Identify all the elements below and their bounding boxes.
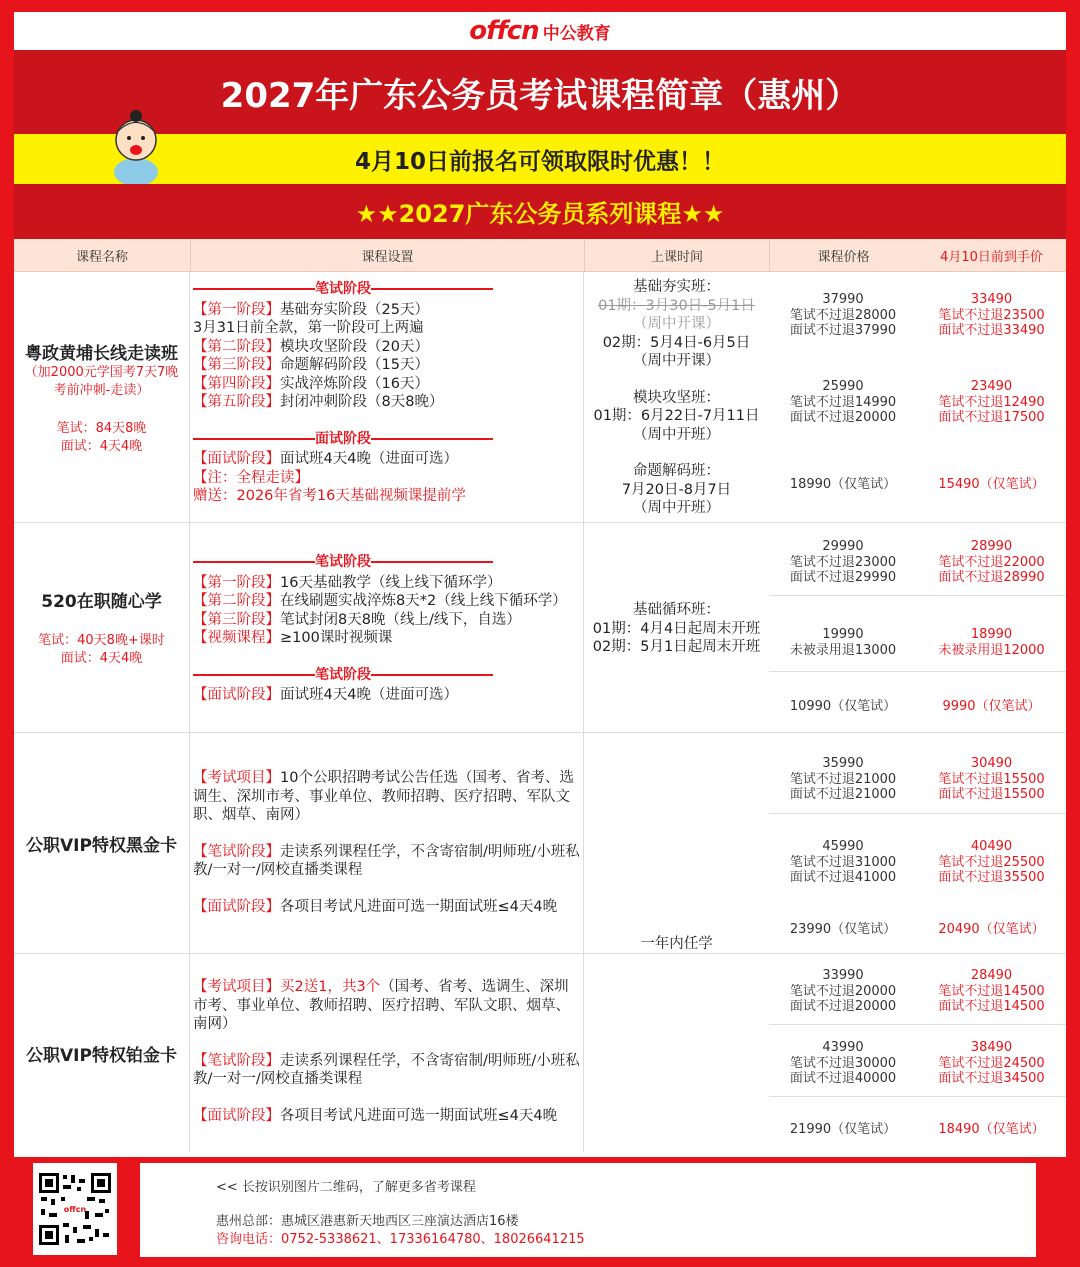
course-name: 公职VIP特权铂金卡: [26, 1045, 177, 1066]
course-setting-cell: [190, 733, 584, 953]
price-group: 33990 笔试不过退20000 面试不过退20000 28490 笔试不过退14500 面试不过退14500: [789, 968, 1045, 1014]
setting-line: 【第一阶段】基础夯实阶段（25天）: [193, 301, 429, 318]
poster-frame: [14, 12, 1066, 1157]
time-line: （周中开班）: [633, 500, 720, 516]
time-line: 基础夯实班：: [633, 279, 720, 295]
setting-line: 【考试项目】买2送1，共3个（国考、省考、选调生、深圳市考、事业单位、教师招聘、医疗招聘、军队文职、烟草、南网）: [193, 979, 570, 1032]
time-line: 01期：3月30日-5月1日: [598, 297, 755, 314]
promo-banner: [14, 134, 1066, 184]
series-title: ★★2027广东公务员系列课程★★: [14, 184, 1066, 239]
price-divider: [769, 595, 1066, 596]
setting-line: 【面试阶段】面试班4天4晚（进面可选）: [193, 687, 458, 703]
price-group: 43990 笔试不过退30000 面试不过退40000 38490 笔试不过退24500 面试不过退34500: [789, 1040, 1045, 1086]
time-line: 基础循环班：: [633, 602, 720, 618]
price-group: 21990（仅笔试） 18490（仅笔试）: [789, 1122, 1045, 1137]
header-course-setting: 课程设置: [190, 239, 584, 271]
time-line: 01期：4月4日起周末开班: [592, 620, 761, 637]
course-name-cell: [14, 523, 190, 732]
table-row: [14, 954, 1066, 1152]
course-hours: 笔试：40天8晚+课时: [38, 633, 165, 648]
price-group: 35990 笔试不过退21000 面试不过退21000 30490 笔试不过退15500 面试不过退15500: [789, 756, 1045, 802]
table-row: [14, 733, 1066, 954]
stage-divider: 面试阶段: [193, 430, 493, 449]
svg-text:offcn: offcn: [63, 1205, 87, 1214]
qr-code-icon: [37, 1171, 113, 1247]
price-divider: [769, 813, 1066, 814]
logo-cn-text: 中公教育: [542, 23, 611, 44]
price-divider: [769, 671, 1066, 672]
course-setting-cell: [190, 523, 584, 732]
phone[interactable]: 咨询电话：0752-5338621、17336164780、18026641215: [216, 1232, 585, 1247]
price-group: 19990 未被录用退13000 18990 未被录用退12000: [789, 627, 1045, 658]
course-name: 粤政黄埔长线走读班: [25, 343, 178, 364]
setting-line: 【第五阶段】封闭冲刺阶段（8天8晚）: [193, 394, 444, 410]
address: 惠州总部：惠城区港惠新天地西区三座演达酒店16楼: [216, 1214, 519, 1229]
time-line: （周中开课）: [633, 316, 720, 332]
time-line: （周中开班）: [633, 426, 720, 443]
course-name-cell: [14, 272, 190, 522]
setting-line: 【视频课程】≥100课时视频课: [193, 630, 393, 646]
time-line: 命题解码班：: [633, 463, 720, 479]
mascot-icon: [96, 104, 176, 184]
price-divider: [769, 1096, 1066, 1097]
table-row: [14, 272, 1066, 523]
setting-line: 【考试项目】10个公职招聘考试公告任选（国考、省考、选调生、深圳市考、事业单位、教师招聘、医疗招聘、军队文职、烟草、南网）: [193, 770, 574, 823]
qr-code[interactable]: [33, 1163, 117, 1255]
stage-divider: 笔试阶段: [193, 666, 493, 685]
setting-line: 【第一阶段】16天基础教学（线上线下循环学）: [193, 574, 502, 591]
footer-info: [140, 1163, 1036, 1257]
course-hours: 面试：4天4晚: [60, 438, 143, 454]
time-line: 7月20日-8月7日: [621, 481, 732, 498]
time-line: （周中开课）: [633, 353, 720, 369]
time-line: 01期：6月22日-7月11日: [593, 408, 760, 424]
course-name: 520在职随心学: [41, 592, 162, 612]
setting-line: 3月31日前全款，第一阶段可上两遍: [193, 320, 424, 336]
page-title: 2027年广东公务员考试课程简章（惠州）: [14, 50, 1066, 134]
course-name-cell: [14, 954, 190, 1152]
price-divider: [769, 1024, 1066, 1025]
table-header: [14, 239, 1066, 272]
price-group: 45990 笔试不过退31000 面试不过退41000 40490 笔试不过退25500 面试不过退35500: [789, 839, 1045, 885]
setting-line: 【注：全程走读】: [193, 469, 309, 486]
time-line: 模块攻坚班：: [633, 389, 720, 406]
setting-line: 【面试阶段】面试班4天4晚（进面可选）: [193, 451, 458, 467]
price-group: 23990（仅笔试） 20490（仅笔试）: [789, 922, 1045, 937]
price-group: 10990（仅笔试） 9990（仅笔试）: [789, 699, 1041, 714]
header-price: 课程价格: [769, 239, 917, 271]
qr-hint: << 长按识别图片二维码，了解更多省考课程: [216, 1180, 476, 1195]
header-class-time: 上课时间: [584, 239, 769, 271]
course-name: 公职VIP特权黑金卡: [26, 835, 177, 856]
price-group: 25990 笔试不过退14990 面试不过退20000 23490 笔试不过退12490 面试不过退17500: [789, 379, 1045, 425]
price-group: 29990 笔试不过退23000 面试不过退29990 28990 笔试不过退22000 面试不过退28990: [789, 539, 1045, 585]
price-group: 37990 笔试不过退28000 面试不过退37990 33490 笔试不过退23500 面试不过退33490: [789, 292, 1045, 338]
setting-line: 【第二阶段】在线刷题实战淬炼8天*2（线上线下循环学）: [193, 593, 567, 609]
setting-line: 【面试阶段】各项目考试凡进面可选一期面试班≤4天4晚: [193, 1107, 558, 1124]
setting-line: 【第二阶段】模块攻坚阶段（20天）: [193, 338, 429, 355]
time-line: 02期：5月1日起周末开班: [592, 639, 761, 655]
course-table: [14, 239, 1066, 1137]
setting-line: 【第四阶段】实战淬炼阶段（16天）: [193, 375, 429, 392]
table-row: [14, 523, 1066, 733]
offcn-logo: offcn: [469, 16, 539, 46]
course-setting-cell: [190, 272, 584, 522]
promo-text: 4月10日前报名可领取限时优惠！！: [354, 148, 725, 175]
vip-time-cell: 一年内任学: [640, 936, 713, 952]
course-hours: 笔试：84天8晚: [56, 420, 147, 436]
header-discount-price: 4月10日前到手价: [940, 249, 1043, 265]
setting-line: 【第三阶段】命题解码阶段（15天）: [193, 357, 429, 373]
header-course-name: 课程名称: [75, 249, 128, 265]
setting-line: 【笔试阶段】走读系列课程任学，不含寄宿制/明师班/小班私教/一对一/网校直播类课程: [193, 1052, 580, 1087]
setting-line: 【第三阶段】笔试封闭8天8晚（线上/线下，自选）: [193, 611, 521, 628]
course-hours: 面试：4天4晚: [60, 651, 143, 666]
stage-divider: 笔试阶段: [193, 280, 493, 299]
setting-line: 赠送：2026年省考16天基础视频课提前学: [193, 488, 466, 504]
stage-divider: 笔试阶段: [193, 553, 493, 572]
course-name-cell: [14, 733, 190, 953]
setting-line: 【笔试阶段】走读系列课程任学，不含寄宿制/明师班/小班私教/一对一/网校直播类课程: [193, 843, 580, 878]
logo-bar: [14, 12, 1066, 50]
price-group: 18990（仅笔试） 15490（仅笔试）: [789, 477, 1045, 492]
course-note: （加2000元学国考7天7晚: [24, 364, 179, 380]
class-time-cell: [584, 523, 769, 732]
course-note: 考前冲刺-走读）: [53, 382, 150, 398]
class-time-cell: [584, 272, 769, 522]
time-line: 02期：5月4日-6月5日: [602, 334, 751, 351]
setting-line: 【面试阶段】各项目考试凡进面可选一期面试班≤4天4晚: [193, 898, 558, 915]
course-setting-cell: [190, 954, 584, 1152]
